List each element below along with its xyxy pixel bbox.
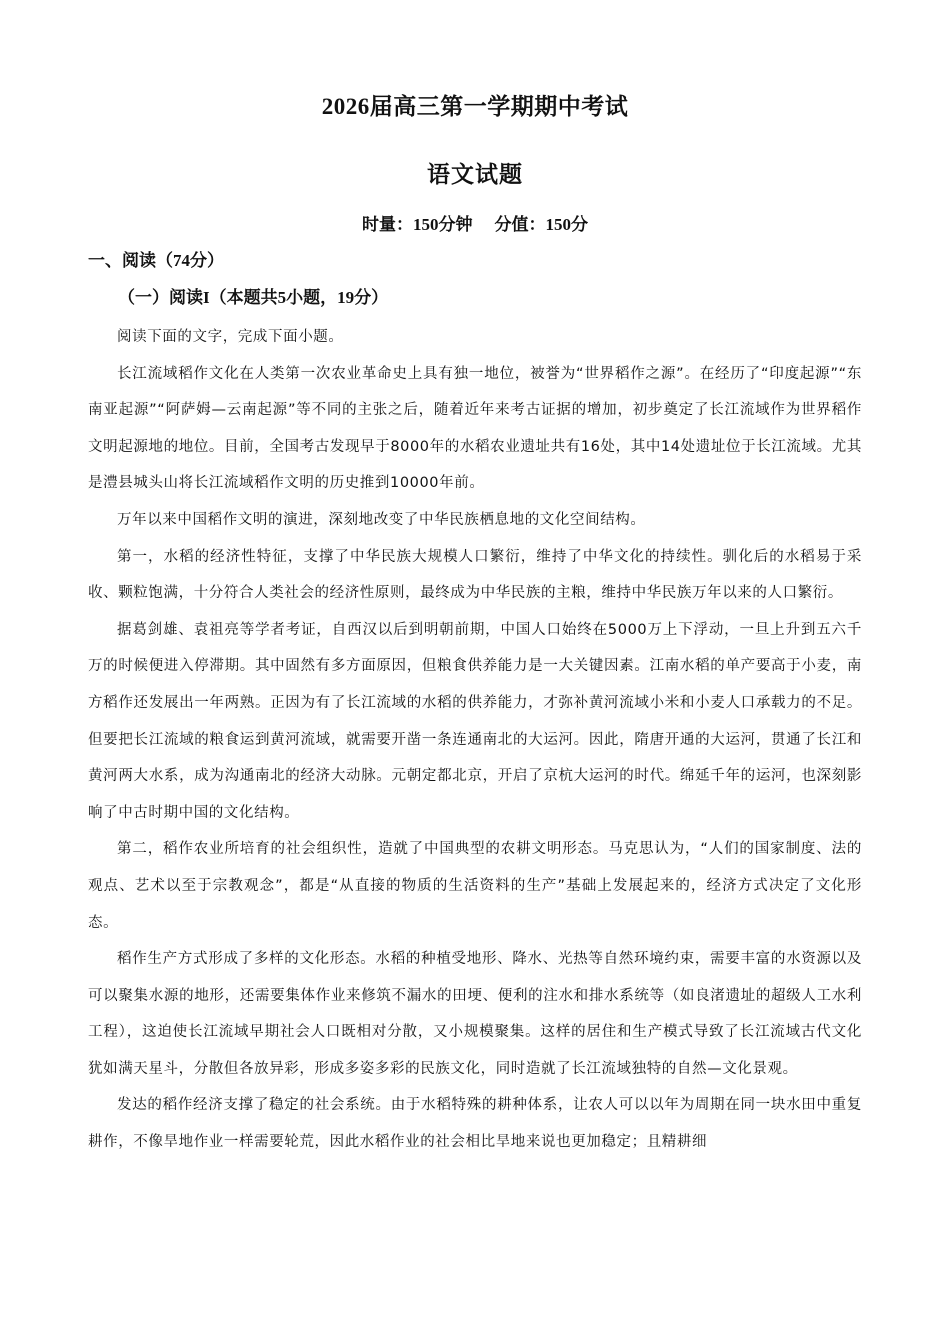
passage-paragraph: 长江流域稻作文化在人类第一次农业革命史上具有独一地位，被誉为“世界稻作之源”。在经历了“印度起源”“东南亚起源”“阿萨姆—云南起源”等不同的主张之后，随着近年来考古证据的增加，初步奠定了长江流域作为世界稻作文明起源地的地位。目前，全国考古发现早于8000年的水稻农业遗址共有16处，其中14处遗址位于长江流域。尤其是澧县城头山将长江流域稻作文明的历史推到10000年前。: [88, 365, 862, 492]
score-label: 分值：150分: [494, 215, 588, 234]
passage-paragraph: 据葛剑雄、袁祖亮等学者考证，自西汉以后到明朝前期，中国人口始终在5000万上下浮动，一旦上升到五六千万的时候便进入停滞期。其中固然有多方面原因，但粮食供养能力是一大关键因素。江南水稻的单产要高于小麦，南方稻作还发展出一年两熟。正因为有了长江流域的水稻的供养能力，才弥补黄河流域小米和小麦人口承载力的不足。但要把长江流域的粮食运到黄河流域，就需要开凿一条连通南北的大运河。因此，隋唐开通的大运河，贯通了长江和黄河两大水系，成为沟通南北的经济大动脉。元朝定都北京，开启了京杭大运河的时代。绵延千年的运河，也深刻影响了中古时期中国的文化结构。: [88, 621, 862, 821]
section-heading: 一、阅读（74分）: [88, 251, 224, 270]
sub-section-heading: （一）阅读I（本题共5小题，19分）: [118, 288, 389, 307]
passage-paragraph: 第一，水稻的经济性特征，支撑了中华民族大规模人口繁衍，维持了中华文化的持续性。驯化后的水稻易于采收、颗粒饱满，十分符合人类社会的经济性原则，最终成为中华民族的主粮，维持中华民族万年以来的人口繁衍。: [88, 548, 862, 602]
passage-paragraph: 万年以来中国稻作文明的演进，深刻地改变了中华民族栖息地的文化空间结构。: [117, 511, 646, 528]
instruction-text: 阅读下面的文字，完成下面小题。: [117, 329, 344, 345]
subject-title: 语文试题: [427, 162, 523, 187]
exam-info: [0, 210, 950, 235]
passage-body: [88, 319, 862, 1161]
passage-paragraph: 第二，稻作农业所培育的社会组织性，造就了中国典型的农耕文明形态。马克思认为，“人们的国家制度、法的观点、艺术以至于宗教观念”，都是“从直接的物质的生活资料的生产”基础上发展起来的，经济方式决定了文化形态。: [88, 841, 862, 931]
passage-paragraph: 发达的稻作经济支撑了稳定的社会系统。由于水稻特殊的耕种体系，让农人可以以年为周期在同一块水田中重复耕作，不像旱地作业一样需要轮荒，因此水稻作业的社会相比旱地来说也更加稳定；且精耕细: [88, 1097, 862, 1151]
passage-paragraph: 稻作生产方式形成了多样的文化形态。水稻的种植受地形、降水、光热等自然环境约束，需要丰富的水资源以及可以聚集水源的地形，还需要集体作业来修筑不漏水的田埂、便利的注水和排水系统等（如良渚遗址的超级人工水利工程），这迫使长江流域早期社会人口既相对分散，又小规模聚集。这样的居住和生产模式导致了长江流域古代文化犹如满天星斗，分散但各放异彩，形成多姿多彩的民族文化，同时造就了长江流域独特的自然—文化景观。: [88, 951, 862, 1077]
time-label: 时量：150分钟: [362, 215, 473, 234]
exam-title: 2026届高三第一学期期中考试: [321, 94, 629, 119]
